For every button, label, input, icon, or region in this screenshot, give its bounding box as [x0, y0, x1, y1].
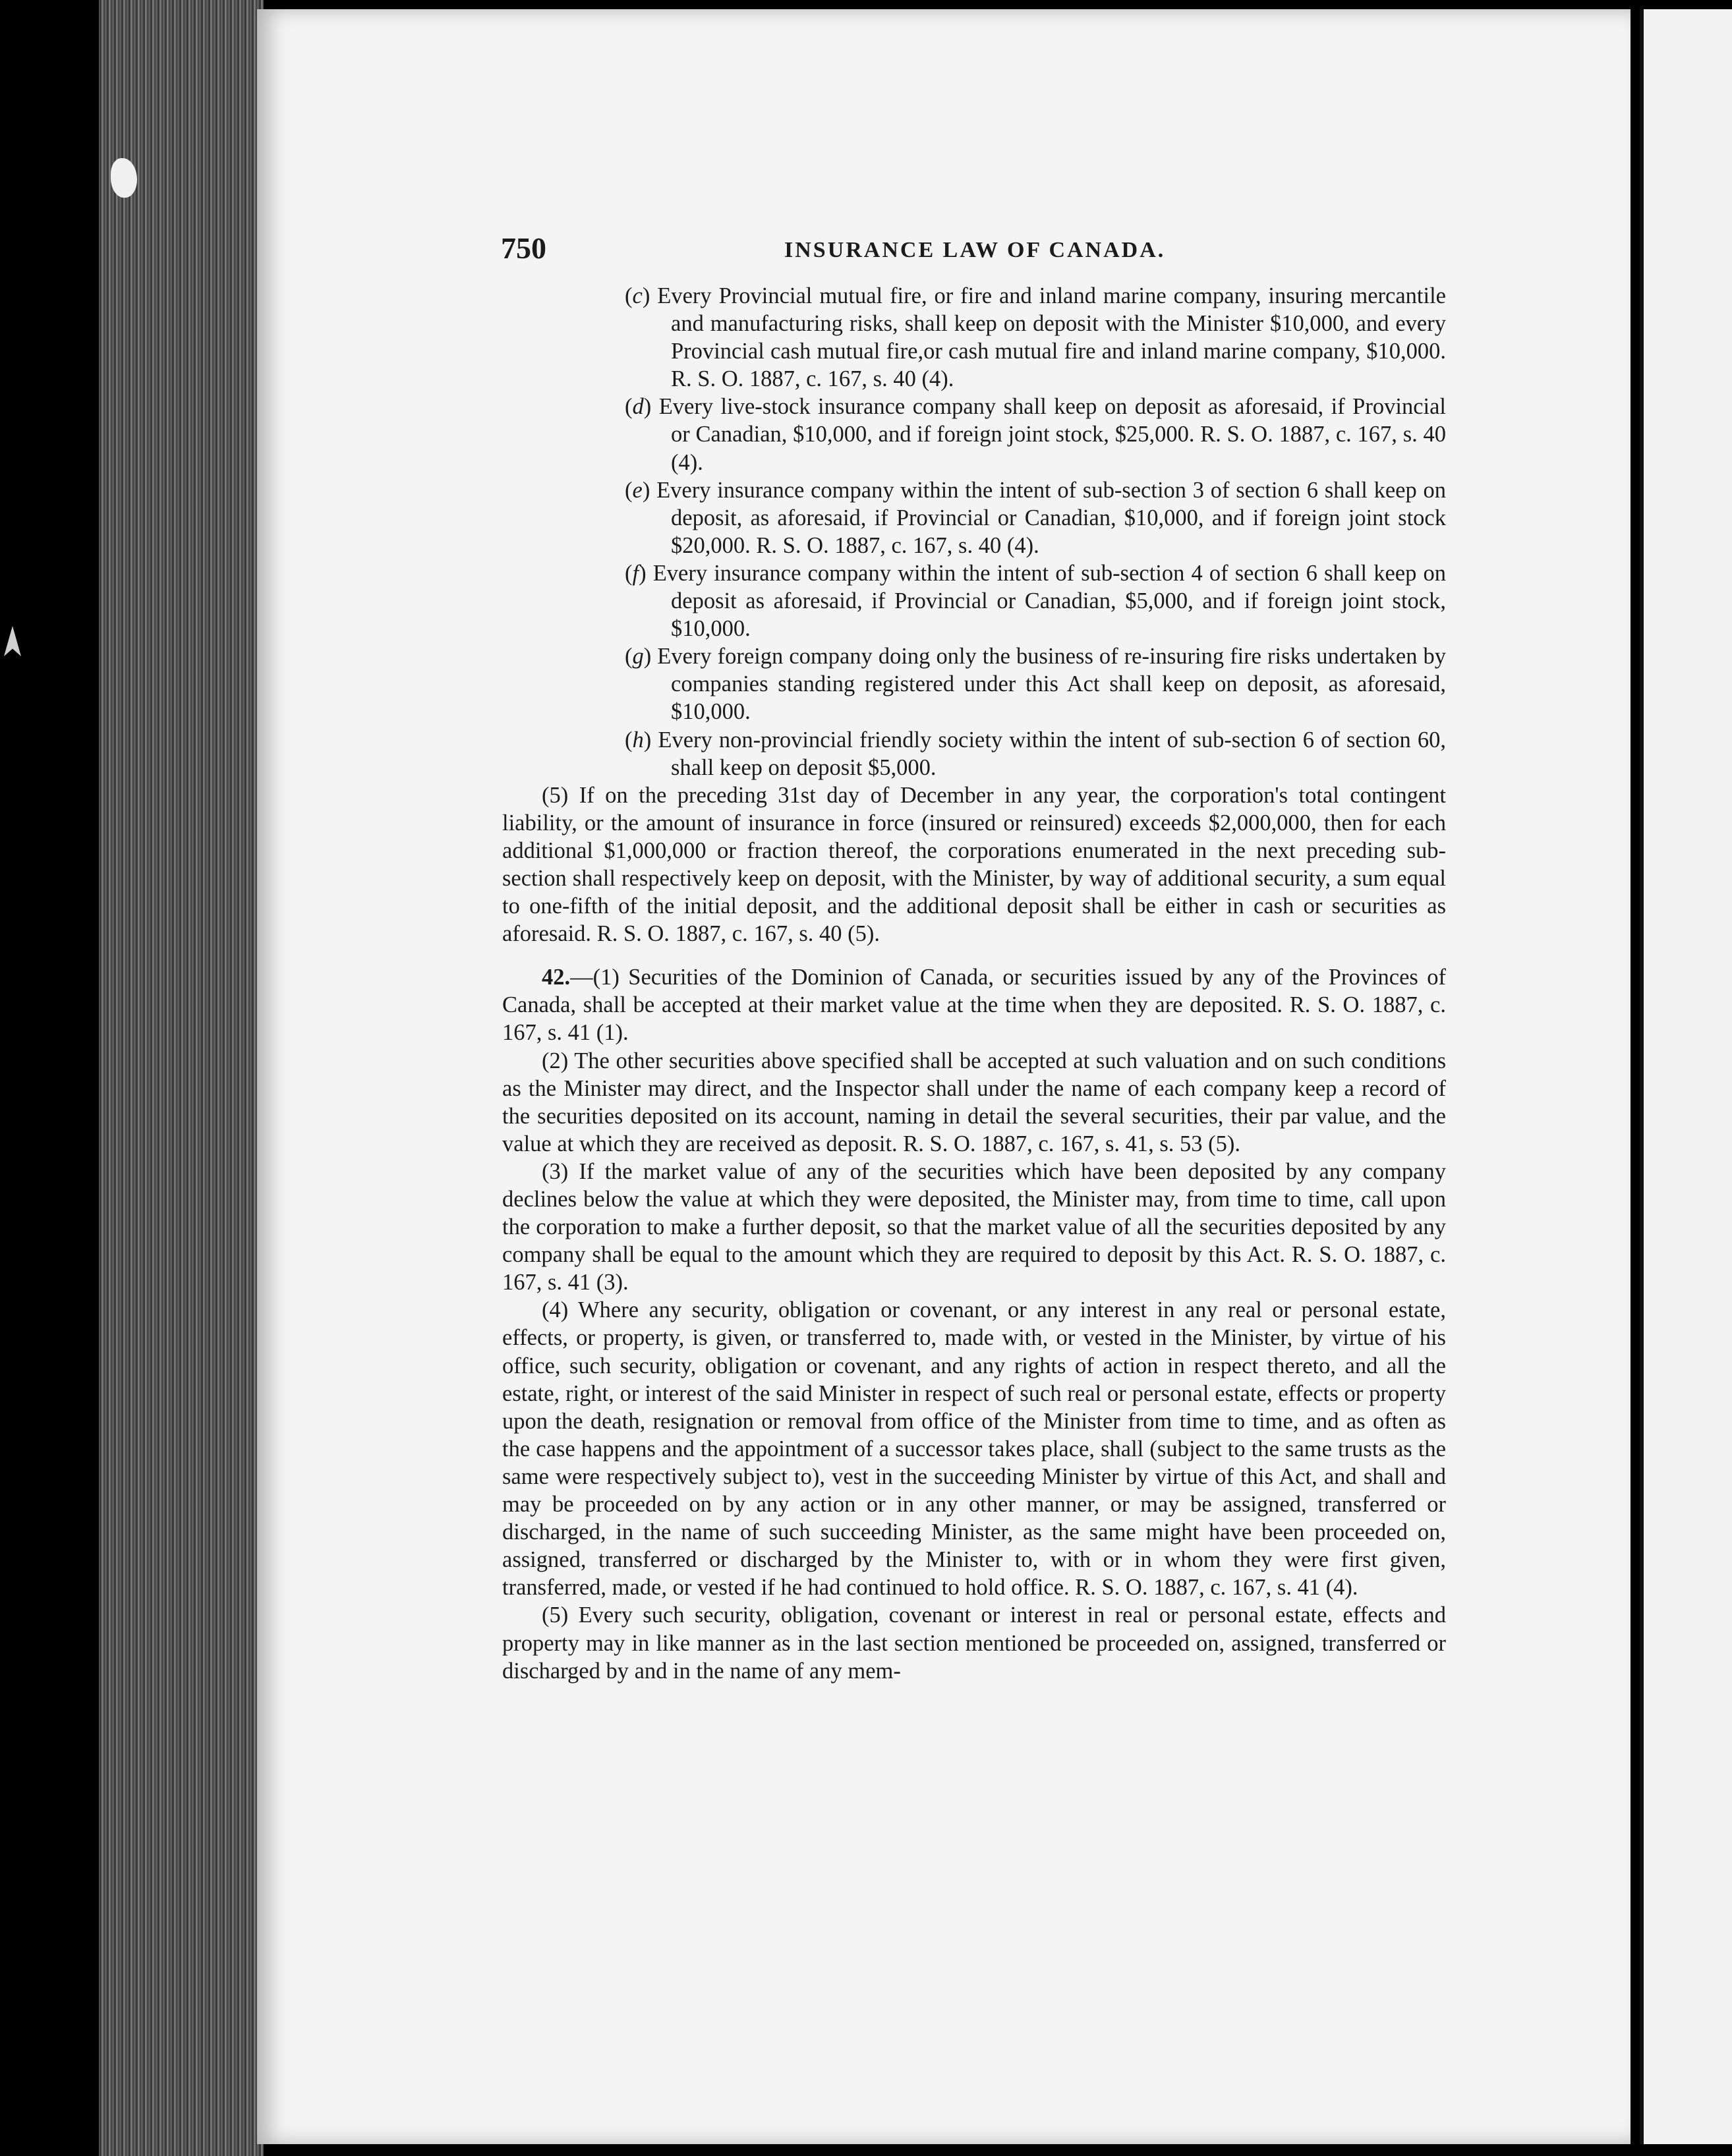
section-42-paragraph-5: (5) Every such security, obligation, covenant or interest in real or personal estate, effects and property may in like manner as in the last section mentioned be proceeded on, assigned, transferred or discharged by and in the name of any mem-: [502, 1603, 1446, 1684]
clause-letter: f: [632, 560, 639, 586]
text-column: [502, 282, 1446, 1685]
clause-letter: e: [632, 477, 643, 503]
clause-text: Every Provincial mutual fire, or fire and inland marine company, insuring mercantile and manufacturing risks, shall keep on deposit with the Minister $10,000, and every Provincial cash mutual fire,or cash mutual fire and inland marine company, $10,000. R. S. O. 1887, c. 167, s. 40 (4).: [657, 283, 1446, 392]
clause-text: Every live-stock insurance company shall keep on deposit as aforesaid, if Provincial or Canadian, $10,000, and if foreign joint stock, $25,000. R. S. O. 1887, c. 167, s. 40 (4).: [658, 394, 1446, 475]
clause-d: (d) Every live-stock insurance company shall keep on deposit as aforesaid, if Provincial or Canadian, $10,000, and if foreign joint stock, $25,000. R. S. O. 1887, c. 167, s. 40 (4).: [625, 394, 1446, 475]
page-number: 750: [501, 231, 546, 265]
clause-letter: h: [632, 727, 644, 752]
subsection-5-paragraph: (5) If on the preceding 31st day of December in any year, the corporation's total contingent liability, or the amount of insurance in force (insured or reinsured) exceeds $2,000,000, then for each additional $1,000,000 or fraction thereof, the corporations enumerated in the next preceding sub-section shall respectively keep on deposit, with the Minister, by way of additional security, a sum equal to one-fifth of the initial deposit, and the additional deposit shall be either in cash or securities as aforesaid. R. S. O. 1887, c. 167, s. 40 (5).: [502, 782, 1446, 947]
clause-text: Every insurance company within the intent of sub-section 3 of section 6 shall keep on deposit, as aforesaid, if Provincial or Canadian, $10,000, and if foreign joint stock $20,000. R. S. O. 1887, c. 167, s. 40 (4).: [656, 477, 1446, 558]
section-text: —(1) Securities of the Dominion of Canada, or securities issued by any of the Provinces of Canada, shall be accepted at their market value at the time when they are deposited. R. S. O. 1887, c. 167, s. 41 (1).: [502, 965, 1446, 1046]
clause-letter: c: [632, 283, 643, 308]
section-42-paragraph-2: (2) The other securities above specified shall be accepted at such valuation and on such conditions as the Minister may direct, and the Inspector shall under the name of each company keep a record of the securities deposited on its account, naming in detail the several securities, their par value, and the value at which they are received as deposit. R. S. O. 1887, c. 167, s. 41, s. 53 (5).: [502, 1048, 1446, 1156]
clause-h: (h) Every non-provincial friendly society within the intent of sub-section 6 of section 60, shall keep on deposit $5,000.: [625, 727, 1446, 780]
clause-letter: g: [632, 644, 644, 669]
facing-page-edge: [1640, 9, 1732, 2144]
margin-arrow-mark: [4, 626, 21, 656]
clause-letter: d: [632, 394, 644, 420]
clause-text: Every foreign company doing only the business of re-insuring fire risks undertaken by companies standing registered under this Act shall keep on deposit, as aforesaid, $10,000.: [657, 644, 1446, 725]
book-page-edges: [99, 0, 264, 2156]
clause-text: Every insurance company within the intent of sub-section 4 of section 6 shall keep on deposit as aforesaid, if Provincial or Canadian, $5,000, and if foreign joint stock, $10,000.: [652, 560, 1446, 642]
clause-f: (f) Every insurance company within the intent of sub-section 4 of section 6 shall keep on deposit as aforesaid, if Provincial or Canadian, $5,000, and if foreign joint stock, $10,000.: [625, 560, 1446, 642]
section-42-paragraph-4: (4) Where any security, obligation or covenant, or any interest in any real or personal estate, effects, or property, is given, or transferred to, made with, or vested in the Minister, by virtue of his office, such security, obligation or covenant, and any rights of action in respect thereto, and all the estate, right, or interest of the said Minister in respect of such real or personal estate, effects or property upon the death, resignation or removal from office of the Minister from time to time, and as often as the case happens and the appointment of a successor takes place, shall (subject to the same trusts as the same were respectively subject to), vest in the succeeding Minister by virtue of this Act, and shall and may be proceeded on by any action or in any other manner, or may be assigned, transferred or discharged, in the name of such succeeding Minister, as the same might have been proceeded on, assigned, transferred or discharged by the Minister to, with or in whom they were first given, transferred, made, or vested if he had continued to hold office. R. S. O. 1887, c. 167, s. 41 (4).: [502, 1297, 1446, 1601]
section-42-paragraph-3: (3) If the market value of any of the securities which have been deposited by any company declines below the value at which they were deposited, the Minister may, from time to time, call upon the corporation to make a further deposit, so that the market value of all the securities deposited by any company shall be equal to the amount which they are required to deposit by this Act. R. S. O. 1887, c. 167, s. 41 (3).: [502, 1158, 1446, 1295]
running-head-title: INSURANCE LAW OF CANADA.: [784, 238, 1166, 262]
clause-c: (c) Every Provincial mutual fire, or fire and inland marine company, insuring mercantile and manufacturing risks, shall keep on deposit with the Minister $10,000, and every Provincial cash mutual fire,or cash mutual fire and inland marine company, $10,000. R. S. O. 1887, c. 167, s. 40 (4).: [625, 283, 1446, 392]
running-head: [501, 232, 1447, 265]
clause-g: (g) Every foreign company doing only the business of re-insuring fire risks undertaken by companies standing registered under this Act shall keep on deposit, as aforesaid, $10,000.: [625, 644, 1446, 725]
clause-e: (e) Every insurance company within the intent of sub-section 3 of section 6 shall keep on deposit, as aforesaid, if Provincial or Canadian, $10,000, and if foreign joint stock $20,000. R. S. O. 1887, c. 167, s. 40 (4).: [625, 477, 1446, 558]
clause-text: Every non-provincial friendly society within the intent of sub-section 6 of section 60, shall keep on deposit $5,000.: [658, 727, 1446, 780]
section-number: 42.: [542, 965, 571, 990]
section-42-paragraph-1: [502, 963, 1446, 1046]
